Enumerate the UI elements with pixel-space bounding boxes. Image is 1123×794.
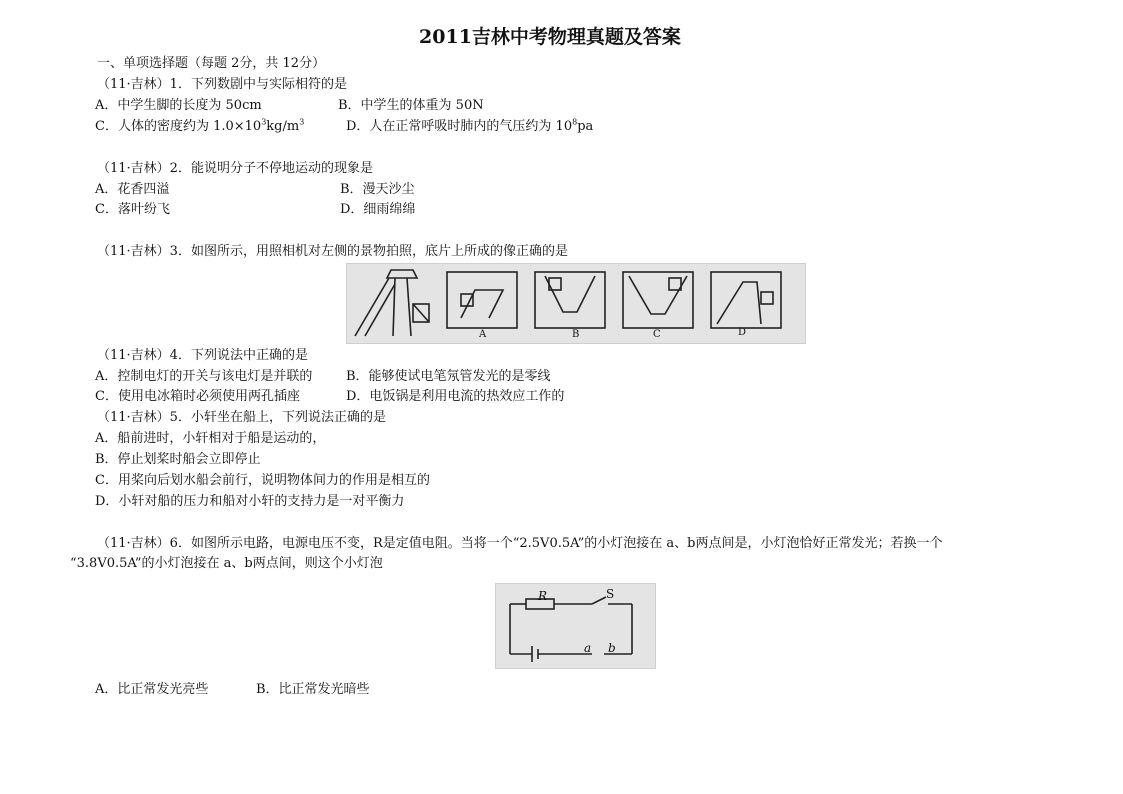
question-6-option-a: A．比正常发光亮些 bbox=[95, 682, 209, 697]
question-4-stem: （11·吉林）4．下列说法中正确的是 bbox=[97, 348, 308, 363]
question-2-option-b: B．漫天沙尘 bbox=[340, 182, 415, 197]
question-5-option-b: B．停止划桨时船会立即停止 bbox=[95, 452, 261, 467]
question-1-option-d: D．人在正常呼吸时肺内的气压约为 $10^8pa$ bbox=[346, 117, 594, 134]
question-1-option-a: A．中学生脚的长度为 50cm bbox=[95, 98, 262, 113]
page-title: 2011吉林中考物理真题及答案 bbox=[419, 26, 681, 48]
question-2-option-a: A．花香四溢 bbox=[95, 182, 170, 197]
question-4-option-a: A．控制电灯的开关与该电灯是并联的 bbox=[95, 369, 313, 384]
question-5-option-a: A．船前进时，小轩相对于船是运动的， bbox=[95, 431, 326, 446]
question-2-stem: （11·吉林）2．能说明分子不停地运动的现象是 bbox=[97, 161, 373, 176]
figure-label-a: A bbox=[479, 329, 487, 340]
question-6-stem-line1: （11·吉林）6．如图所示电路，电源电压不变，R是定值电阻。当将一个“2.5V0.5A”的小灯泡接在 a、b两点间是，小灯泡恰好正常发光；若换一个 bbox=[97, 536, 943, 551]
terminal-a-label: a bbox=[584, 641, 592, 655]
question-1-option-c: C．人体的密度约为 $1.0\times 10^3kg/m^3$ bbox=[95, 117, 305, 134]
question-4-option-b: B．能够使试电笔氖管发光的是零线 bbox=[346, 369, 551, 384]
switch-label: S bbox=[606, 587, 615, 601]
question-5-stem: （11·吉林）5．小轩坐在船上，下列说法正确的是 bbox=[97, 410, 386, 425]
figure-label-c: C bbox=[653, 329, 661, 340]
question-1-option-b: B．中学生的体重为 50N bbox=[338, 98, 484, 113]
question-2-option-c: C．落叶纷飞 bbox=[95, 202, 170, 217]
question-4-option-c: C．使用电冰箱时必须使用两孔插座 bbox=[95, 389, 300, 404]
question-5-option-d: D．小轩对船的压力和船对小轩的支持力是一对平衡力 bbox=[95, 494, 405, 509]
terminal-b-label: b bbox=[608, 641, 616, 655]
question-6-option-b: B．比正常发光暗些 bbox=[256, 682, 370, 697]
question-5-option-c: C．用桨向后划水船会前行，说明物体间力的作用是相互的 bbox=[95, 473, 430, 488]
resistor-label: R bbox=[538, 589, 548, 603]
question-6-stem-line2: “3.8V0.5A”的小灯泡接在 a、b两点间，则这个小灯泡 bbox=[70, 556, 383, 571]
circuit-diagram bbox=[495, 583, 656, 669]
question-1-stem: （11·吉林）1．下列数剧中与实际相符的是 bbox=[97, 77, 347, 92]
question-2-option-d: D．细雨绵绵 bbox=[340, 202, 416, 217]
figure-label-b: B bbox=[572, 329, 580, 340]
question-3-stem: （11·吉林）3．如图所示，用照相机对左侧的景物拍照，底片上所成的像正确的是 bbox=[97, 244, 568, 259]
section-heading: 一、单项选择题（每题 2分，共 12分） bbox=[97, 56, 326, 71]
figure-label-d: D bbox=[738, 327, 747, 338]
question-4-option-d: D．电饭锅是利用电流的热效应工作的 bbox=[346, 389, 565, 404]
